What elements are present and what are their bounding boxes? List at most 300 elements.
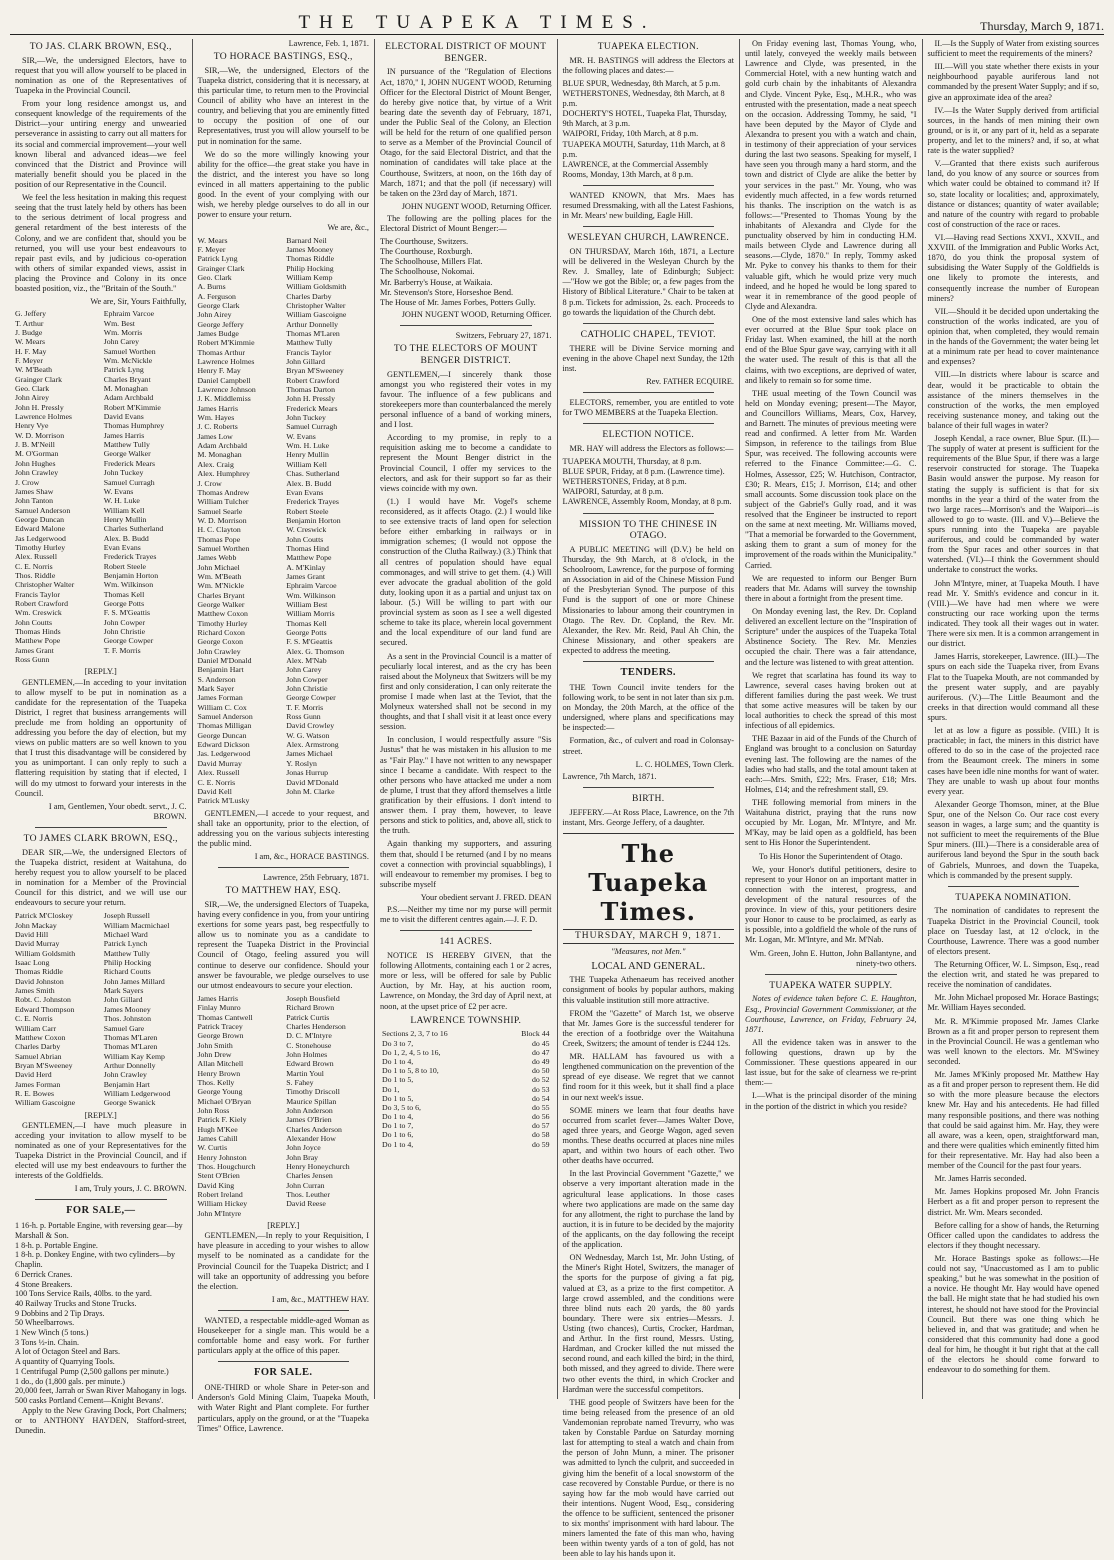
list-item: TUAPEKA MOUTH, Saturday, 11th March, at 8 p.m.: [562, 139, 726, 159]
list-item: John Hughes: [15, 458, 56, 468]
list-item: John Crawley: [103, 1070, 147, 1080]
table-cell: Do 1, 2, 4, 5 to 16,: [382, 1047, 441, 1057]
list-item: John Coutts: [286, 534, 324, 544]
notice-heading: 141 ACRES.: [439, 936, 493, 948]
list-item: Finlay Munro: [197, 1003, 241, 1013]
list-item: BLUE SPUR, Friday, at 8 p.m. (Lawrence time).: [562, 467, 725, 477]
list-item: S. Anderson: [197, 674, 236, 684]
list-item: W. G. Watson: [286, 730, 330, 740]
list-item: David Evans: [103, 412, 144, 422]
list-item: J. Crow: [197, 478, 222, 488]
article-paragraph: Alexander George Thomson, miner, at the Blue Spur, one of the Nelson Co. Our race cost every season in wages, a large sum; and the quantity is not sufficient to meet the requirements of the Blue Spur miners. (III.)—There is a considerable area of auriferous land beyond the Spur in the south back of Gabriels, Munroes, and down the Tuapeka, which is commanded by the present supply.: [927, 799, 1099, 880]
meetings-list: [563, 457, 735, 508]
notice-paragraph: ELECTORS, remember, you are entitled to vote for TWO MEMBERS at the Tuapeka Election.: [562, 397, 734, 418]
list-item: John Christie: [286, 684, 328, 694]
for-sale-address: Apply to the New Graving Dock, Port Chalmers; or to ANTHONY HAYDEN, Stafford-street, Dunedin.: [15, 1405, 187, 1435]
list-item: Benjamin Hart: [103, 1079, 150, 1089]
list-item: Michael O'Bryan: [197, 1096, 252, 1106]
list-item: J. B. M'Neill: [15, 440, 55, 450]
column-4: [558, 39, 741, 1559]
news-paragraph: We are requested to inform our Benger Burn readers that Mr. Adams will survey the township there in about a fortnight from the present time.: [745, 573, 917, 603]
list-item: Wm. M'Beath: [197, 571, 242, 581]
list-item: Edward Dickson: [197, 740, 250, 750]
list-item: LAWRENCE, at the Commercial Assembly Rooms, Monday, 13th March, at 8 p.m.: [562, 159, 709, 179]
memorial-address: To His Honor the Superintendent of Otago.: [759, 851, 903, 861]
signature: We are, &c.,: [327, 223, 369, 233]
list-item: George Walker: [197, 599, 245, 609]
list-item: Matthew Tully: [103, 948, 150, 958]
list-item: Patrick Curtis: [286, 1012, 330, 1022]
divider: [583, 226, 715, 227]
list-item: Patrick Tracey: [197, 1021, 243, 1031]
table-row: [380, 1085, 552, 1094]
list-item: Edward Malone: [15, 524, 66, 534]
reply-heading: [REPLY.]: [84, 667, 117, 677]
table-cell: Do 1 to 4,: [382, 1056, 414, 1066]
list-item: John Anderson: [286, 1106, 333, 1115]
meetings-list: [563, 79, 735, 180]
list-item: 1 do., do (1,800 gals. per minute.): [15, 1376, 125, 1386]
list-item: John Coutts: [15, 617, 53, 627]
list-item: David Crowley: [286, 721, 335, 731]
list-item: F. S. M'Geattis: [103, 608, 151, 618]
article-paragraph: VIII.—In districts where labour is scarce and dear, would it be practicable to obtain the assistance of the miners themselves in the construction of the works, the men employed receiving sustenance money, and taking out the balance of their full wages in water?: [927, 370, 1099, 430]
list-item: William Kay Kemp: [103, 1051, 165, 1061]
list-item: James O'Brien: [286, 1115, 332, 1125]
news-paragraph: We, your Honor's dutiful petitioners, desire to represent to your Honor on an important matter in connection with the interest, progress, and development of the natural resources of the province. In view of this, your petitioners desire your Honor to cause to be proclaimed, as early as is possible, into a goldfield the whole of the runs of Mr. Logan, Mr. M'Intyre, and Mr. M'Nab.: [745, 864, 917, 945]
notice-heading: ELECTORAL DISTRICT OF MOUNT BENGER.: [385, 41, 547, 64]
list-item: Christopher Walter: [15, 580, 75, 590]
list-item: James Harris: [197, 993, 238, 1003]
list-item: Francis Taylor: [15, 589, 60, 599]
list-item: Richard Coutts: [103, 967, 151, 977]
table-cell: Do 3 to 7,: [382, 1038, 414, 1048]
list-item: J. K. Middlemiss: [197, 394, 251, 404]
list-item: Thomas Andrew: [197, 487, 250, 497]
table-cell: Do 1 to 7,: [382, 1121, 414, 1131]
list-item: David King: [197, 1180, 235, 1190]
list-item: Arthur Donnelly: [286, 319, 339, 329]
list-item: William Goldsmith: [286, 282, 347, 292]
list-item: Philip Hocking: [103, 958, 152, 968]
list-item: F. Meyer: [15, 356, 43, 366]
table-row: [380, 1057, 552, 1066]
polling-places-list: [380, 237, 552, 308]
signatories-list: [198, 994, 370, 1218]
list-item: Charles Jensen: [286, 1171, 333, 1181]
list-item: Jonas Hurrup: [286, 768, 329, 778]
table-row: [380, 1048, 552, 1057]
notice-paragraph: The following are the polling places for the Electoral District of Mount Benger:—: [380, 213, 552, 234]
table-cell: do 57: [531, 1121, 550, 1131]
list-item: Patrick Lynch: [103, 939, 148, 949]
article-paragraph: Mr. James Harris seconded.: [934, 1174, 1027, 1184]
table-row: [380, 1029, 552, 1038]
signature: Rev. FATHER ECQUIRE.: [646, 376, 734, 386]
newspaper-title: THE TUAPEKA TIMES.: [298, 12, 656, 33]
list-item: 9 Dobbins and 2 Tip Drays.: [15, 1308, 105, 1318]
list-item: Maurice Spillan: [286, 1096, 337, 1106]
requisition-paragraph: SIR,—We, the undersigned Electors of Tuapeka, having every confidence in you, from your untiring exertions for some years past, beg respectfully to allow us to nominate you as a candidate to represent the Tuapeka District in the Provincial Council of Otago, feeling assured you will continue to deserve our confidence. Should your answer be favourable, we pledge ourselves to use our utmost endeavours to secure your election.: [197, 899, 369, 990]
list-item: D. C. M'Intyre: [286, 1031, 332, 1041]
list-item: Wm. Wilkinson: [286, 590, 336, 600]
birth-notice: JEFFERY.—At Ross Place, Lawrence, on the 7th instant, Mrs. George Jeffery, of a daughter.: [562, 807, 734, 827]
list-item: William C. Cox: [197, 702, 247, 712]
list-item: Ephraim Varcoe: [103, 309, 155, 319]
table-cell: Do 3, 5 to 6,: [382, 1102, 421, 1112]
news-paragraph: MR. HALLAM has favoured us with a lengthened communication on the prevention of the spread of eye disease. We regret that we cannot find room for it this week, but it shall find a place in our next week's issue.: [562, 1052, 734, 1102]
news-paragraph: On Friday evening last, Thomas Young, who, until lately, conveyed the weekly mails between Lawrence and Clyde, was presented, in the Commercial Hotel, with a new hunting watch and gold curb chain by the inhabitants of Alexandra and Clyde. Vincent Pyke, Esq., M.H.R., who was entrusted with the presentation, made a neat speech on the occasion. Addressing Tommy, he said, "I have been deputed by the Mayor of Clyde and Alexandra to present you with a watch and chain, in testimony of their appreciation of your services during the last two seasons. Speaking for myself, I have seen you through many a hard storm, and the town and district of Clyde are alike the better by your services in the past." Mr. Young, who was evidently much affected, in a few words returned his thanks. The inscription on the watch is as follows:—"Presented to Thomas Young by the inhabitants of Alexandra and Clyde for the punctuality observed by him in conducting H.M. mails between Clyde and Lawrence during all seasons.—Clyde, 1870." In reply, Tommy asked Mr. Pyke to convey his thanks to them for their valuable gift, which he would prize very much indeed, and he hoped he would be long spared to wear it in remembrance of the good people of Clyde and Alexandra.: [745, 39, 917, 311]
list-item: George Coxon: [197, 637, 244, 647]
list-item: Timothy Hurley: [197, 618, 248, 628]
list-item: Robert M'Kimmie: [197, 338, 255, 348]
section-heading: TUAPEKA NOMINATION.: [955, 891, 1072, 903]
signatories-list: [15, 309, 187, 664]
list-item: Thomas Riddle: [286, 254, 335, 264]
table-cell: Sections 2, 3, 7 to 16: [382, 1029, 448, 1039]
list-item: George Clark: [197, 300, 240, 310]
article-paragraph: IV.—Is the Water Supply derived from artificial sources, in the hands of men mining their own ground, or is it, or any part of it, held as a separate property, and let to the miners? and, if so, at what rate is the water supplied?: [927, 105, 1099, 156]
list-item: Alexander How: [286, 1134, 336, 1144]
list-item: Benjamin Horton: [103, 570, 159, 580]
list-item: C. E. Norris: [15, 1014, 53, 1024]
news-paragraph: FROM the "Gazette" of March 1st, we observe that Mr. James Gore is the successful tenderer for the erection of a footbridge over the Waitahuna Creek, Switzers; the amount of tender is £244 12s.: [562, 1008, 734, 1049]
list-item: J. Budge: [15, 328, 43, 338]
dateline: Lawrence, 25th February, 1871.: [263, 873, 369, 883]
article-paragraph: III.—Will you state whether there exists in your neighbourhood payable auriferous land not commanded by the present Water Supply; and if so, give an approximate idea of the area?: [927, 62, 1099, 102]
list-item: Charles Henderson: [286, 1021, 346, 1031]
list-item: Mr. Stevenson's Store, Horseshoe Bend.: [380, 287, 514, 297]
column-3: [375, 39, 558, 1399]
news-paragraph: THE following memorial from miners in the Waitahuna district, praying that the runs now occupied by Mr. Logan, Mr. M'Intyre, and Mr. M'Kay, may be laid open as a goldfield, has been sent to His Honor the Superintendent.: [745, 797, 917, 848]
list-item: Matthew Coxon: [15, 1032, 66, 1042]
list-item: Alex. Russell: [197, 768, 240, 778]
table-row: [380, 1075, 552, 1084]
divider: [583, 392, 715, 393]
list-item: Matthew Pope: [286, 553, 332, 563]
list-item: Henry F. May: [197, 366, 241, 376]
divider: [583, 423, 715, 424]
article-paragraph: The nomination of candidates to represent the Tuapeka District in the Provincial Council, took place on Tuesday last, at 12 o'clock, in the Courthouse, Lawrence. There was a good number of electors present.: [927, 906, 1099, 956]
list-item: William Kell: [286, 459, 327, 469]
list-item: James Budge: [197, 329, 239, 338]
table-cell: do 45: [531, 1038, 550, 1048]
list-item: John James Millard: [103, 976, 165, 986]
list-item: Samuel Anderson: [197, 712, 253, 722]
list-item: Adam Archbald: [197, 441, 248, 451]
masthead: [10, 8, 1104, 35]
table-cell: do 49: [531, 1056, 550, 1066]
list-item: 20,000 feet, Jarrah or Swan River Mahogany in logs.: [15, 1386, 187, 1396]
list-item: A quantity of Quarrying Tools.: [15, 1357, 115, 1367]
list-item: George Potts: [103, 598, 145, 608]
list-item: Charles Anderson: [286, 1124, 342, 1134]
list-item: Patrick M'Closkey: [15, 911, 73, 921]
list-item: Alex. Armstrong: [286, 740, 339, 750]
notice-paragraph: A PUBLIC MEETING will (D.V.) be held on Thursday, the 9th March, at 8 o'clock, in the Schoolroom, Lawrence, for the purpose of forming an Association in aid of the Chinese Mission Fund of the Presbyterian Synod. The purpose of this Fund is the support of one or more Chinese Missionaries to labour among their countrymen in Otago. The Rev. Dr. Copland, the Rev. Mr. Alexander, the Rev. Mr. Reid, Paul Ah Chin, the Chinese Missionary, and other speakers are expected to address the meeting.: [562, 544, 734, 656]
list-item: Thomas Arthur: [197, 347, 245, 357]
list-item: Thomas Kell: [286, 618, 327, 628]
list-item: Patrick M'Lusky: [197, 796, 250, 806]
list-item: John Tuckey: [103, 468, 144, 478]
list-item: John Cowper: [103, 617, 146, 627]
list-item: A. M'Kinlay: [286, 562, 326, 572]
list-item: John Tanton: [15, 496, 54, 506]
list-item: James Forman: [197, 693, 243, 703]
list-item: Lawrence Holmes: [15, 412, 72, 422]
article-paragraph: V.—Granted that there exists such auriferous land, do you know of any source or sources from which water could be obtained to command it? If so, state locality or localities; and, approximately, distance or distances; quantity of water available; and nature of the country with regard to probable cost of construction of the race or races.: [927, 159, 1099, 229]
list-item: 1 Centrifugal Pump (2,500 gallons per minute.): [15, 1366, 169, 1376]
list-item: David M'Donald: [286, 777, 339, 787]
list-item: Daniel M'Donald: [197, 656, 252, 666]
list-item: T. F. Morris: [286, 702, 324, 712]
list-item: Mark Sayer: [197, 684, 235, 694]
article-paragraph: Mr. James M'Kinly proposed Mr. Matthew Hay as a fit and proper person to represent them. He did so with the more pleasure because the electors knew Mr. Hay and his antecedents. He had filled many responsible positions, and there was nothing that could be said against him. Mr. Hay, they were all aware, was a keen, open, straightforward man, and there were qualities which eminently fitted him for their representative. Mr. Hay had also been a member of the Council for the past four years.: [927, 1070, 1099, 1171]
list-item: Thomas M'Laren: [103, 1042, 158, 1052]
list-item: Alex. Humphrey: [197, 469, 250, 479]
list-item: BLUE SPUR, Wednesday, 8th March, at 5 p.m.: [562, 78, 721, 88]
list-item: 1 8-h. p. Donkey Engine, with two cylinders—by Chaplin.: [15, 1250, 176, 1270]
list-item: Robert Crawford: [286, 375, 340, 385]
list-item: Wm. Hayes: [197, 413, 235, 423]
list-item: J. Crow: [15, 477, 40, 487]
list-item: H. F. May: [15, 346, 47, 356]
list-item: Michael Ward: [103, 930, 148, 940]
list-item: 500 casks Portland Cement—Knight Bevans'.: [15, 1395, 164, 1405]
table-cell: Do 1 to 4,: [382, 1139, 414, 1149]
requisition-paragraph: SIR,—We, the undersigned, Electors of the Tuapeka district, considering that it is necessary, at this particular time, to return men to the Provincial Council of ability who have an interest in the country, and believing that you are eminently fitted to occupy the position of one of our Representatives, trust you will allow yourself to be put in nomination for the same.: [197, 65, 369, 146]
letter-paragraph: Again thanking my supporters, and assuring them that, should I be returned (and I by no means covet a connection with provincial squabblings), I will endeavour to remember my promises. I beg to subscribe myself: [380, 839, 552, 889]
list-item: Thomas Humphrey: [103, 421, 165, 431]
for-sale-heading: FOR SALE.: [254, 1367, 313, 1379]
list-item: George Jeffery: [197, 319, 244, 329]
list-item: 1 New Winch (5 tons.): [15, 1328, 89, 1338]
list-item: John Airey: [197, 310, 232, 320]
list-item: James Grant: [286, 571, 326, 581]
signature: L. C. HOLMES, Town Clerk.: [635, 759, 734, 769]
list-item: Thos. Riddle: [15, 570, 56, 580]
wanted-advert: WANTED, a respectable middle-aged Woman as Housekeeper for a single man. This would be a comfortable home and easy work. For further particulars apply at the office of this paper.: [197, 1316, 369, 1356]
table-row: [380, 1103, 552, 1112]
list-item: Grainger Clark: [15, 374, 62, 384]
list-item: James Shaw: [15, 486, 54, 496]
list-item: Frederick Mears: [103, 458, 156, 468]
list-item: Stent O'Brien: [197, 1171, 240, 1181]
table-cell: do 55: [531, 1102, 550, 1112]
list-item: James Mooney: [286, 244, 334, 254]
column-2: [193, 39, 376, 1433]
table-row: [380, 1112, 552, 1121]
signature: I am, &c., HORACE BASTINGS.: [254, 851, 369, 861]
notice-paragraph: MR. H. BASTINGS will address the Electors at the following places and dates:—: [562, 55, 734, 75]
divider: [583, 323, 715, 324]
notice-heading: TUAPEKA ELECTION.: [597, 41, 699, 52]
list-item: W. Evans: [286, 431, 316, 441]
table-row: [380, 1121, 552, 1130]
table-row: [380, 1094, 552, 1103]
list-item: Wm. Best: [103, 318, 135, 328]
newspaper-flag: The Tuapeka Times.: [588, 838, 709, 927]
article-intro: Notes of evidence taken before C. E. Haughton, Esq., Provincial Government Commissioner, at the Courthouse, Lawrence, on Friday, February 24, 1871.: [745, 994, 917, 1034]
list-item: William Gascoigne: [286, 310, 347, 320]
divider: [400, 325, 532, 326]
article-paragraph: Mr. Horace Bastings spoke as follows:—He could not say, "Unaccustomed as I am to public speaking," but he was somewhat in the position of a novice. He thought Mr. Hay would have opened the ball. He might state that he had studied his own interest, he should not have stood for the Provincial Council. But there was one thing which he believed in, and that was gratitude; and when he considered that this community had done a good deal for him, he thought it but right that at the call of the electors he should come forward to endeavour to do something for them.: [927, 1253, 1099, 1375]
letter-paragraph: In conclusion, I would respectfully assure "Sis Justus" that he was mistaken in his allusion to me as "Fair Play." I have not written to any newspaper since I became a candidate. With respect to the other persons who have attacked me under a nom de plume, I trust that they afford themselves a little gratification by their effusions. I don't intend to answer them. I pray them, however, to leave persons and stick to politics, and, above all, stick to the truth.: [380, 735, 552, 836]
article-paragraph: let at as low a figure as possible. (VIII.) It is practicable; in fact, the miners in this district have offered to do so in the case of the projected race from the Beaumont creek. The miners in some cases have been idle nine months for want of water. They are unable to wash up about four months every year.: [927, 726, 1099, 796]
list-item: George Duncan: [197, 730, 247, 740]
list-item: Charles Bryant: [197, 590, 245, 600]
news-paragraph: We regret that scarlatina has found its way to Lawrence, several cases having broken out at different families during the past week. We trust that some active measures will be taken by our local authorities to check the spread of this most infectious of all epidemics.: [745, 670, 917, 731]
list-item: 50 Wheelbarrows.: [15, 1318, 75, 1328]
article-paragraph: All the evidence taken was in answer to the following questions, drawn up by the Commissioner. These questions appeared in our last issue, but for the sake of clearness we re-print them:—: [745, 1037, 917, 1088]
list-item: Jas. Ledgerwood: [197, 749, 251, 759]
signatories-list: [198, 236, 370, 806]
divider: [583, 185, 715, 186]
requisition-paragraph: We feel the less hesitation in making this request seeing that the trust lately held by others has been to the serious detriment of local progress and general retardment of the best interests of the Colony, and we are confident that, should you be returned, you will use your best endeavours to repair past evils, and by judicious co-operation with others of similar expanded views, assist in placing the Province and Colony in its once boasted position, viz., the "Britain of the South.": [15, 193, 187, 294]
list-item: Lawrence Johnson: [197, 385, 256, 395]
notice-paragraph: THERE will be Divine Service morning and evening in the above Chapel next Sunday, the 12th inst.: [562, 343, 734, 373]
advert-paragraph: WANTED KNOWN, that Mrs. Maes has resumed Dressmaking, with all the Latest Fashions, in Mr. Mears' new building, Eagle Hill.: [562, 191, 734, 221]
table-cell: Do 1 to 5,: [382, 1093, 414, 1103]
for-sale-list: [15, 1221, 187, 1405]
list-item: John Carey: [103, 337, 140, 347]
divider: [218, 1310, 350, 1311]
signature: Wm. Green, John E. Hutton, John Ballantyne, and ninety-two others.: [749, 948, 917, 968]
divider: [400, 930, 532, 931]
divider: [583, 513, 715, 514]
list-item: The Courthouse, Roxburgh.: [380, 247, 473, 257]
list-item: The House of Mr. James Forbes, Potters Gully.: [380, 297, 536, 307]
requisition-heading: TO JAS. CLARK BROWN, ESQ.,: [29, 41, 172, 52]
columns: [10, 39, 1104, 1559]
table-cell: Block 44: [521, 1029, 550, 1039]
for-sale-heading: FOR SALE,—: [66, 1205, 136, 1217]
list-item: Henry Mullin: [286, 450, 329, 460]
section-heading: TUAPEKA WATER SUPPLY.: [769, 979, 893, 991]
list-item: Richard Coxon: [197, 628, 245, 637]
list-item: Thomas Cantwell: [197, 1012, 253, 1022]
article-paragraph: Joseph Kendal, a race owner, Blue Spur. (II.)—The supply of water at present is sufficient for the requirements of the Blue Spur, if there was a large reservoir constructed for storage. The Tuapeka Basin would answer the purpose. My reason for stating the supply is sufficient is that for six months in the year a third of the water from the two large races—Morrison's and the Waipori—is allowed to go to waste. (III. and V.)—Believe the spurs running into the Tuapeka are payable auriferous, and could be commanded by water from the Spur races and other sources in that watershed. (VI.)—I think the Government should undertake to construct the works.: [927, 434, 1099, 575]
news-paragraph: THE good people of Switzers have been for the time being released from the presence of an old Vandemonian reprobate named Trevurry, who was taken by Constable Pardue on Saturday morning last for attempting to steal a watch and chain from the person of John Munn, a miner. The prisoner was admitted to lynch the culprit, and succeeded in giving him the benefit of a local snowstorm of the case recovered by Constable Purdue, or there is no saying how far the mob would have carried out their intentions. Nugent Wood, Esq., considering the offence to be sufficient, sentenced the prisoner to six months' imprisonment with hard labour. The miners lamented the fate of this man who, having been within twenty yards of a ton of gold, has not been able to lay his hands upon it.: [562, 1397, 734, 1559]
list-item: Wm. Morris: [103, 328, 143, 338]
table-cell: Do 1 to 5,: [382, 1075, 414, 1085]
list-item: Y. Roslyn: [286, 758, 317, 768]
list-item: Thomas Darton: [286, 385, 335, 395]
list-item: George Potts: [286, 628, 327, 637]
list-item: John Drew: [197, 1049, 232, 1059]
list-item: Timothy Hurley: [15, 542, 66, 552]
list-item: Alex. B. Budd: [286, 478, 332, 488]
dateline: Lawrence, Feb. 1, 1871.: [288, 39, 369, 48]
list-item: Frederick Mears: [286, 403, 338, 413]
table-row: [380, 1039, 552, 1048]
table-row: [380, 1140, 552, 1149]
notice-heading: LAWRENCE TOWNSHIP.: [410, 1014, 522, 1026]
list-item: Francis Taylor: [286, 347, 332, 357]
news-paragraph: THE Tuapeka Athenaeum has received another consignment of books by popular authors, making this valuable institution still more attractive.: [562, 975, 734, 1005]
list-item: WETHERSTONES, Wednesday, 8th March, at 8 p.m.: [562, 89, 725, 109]
list-item: Samuel Abrian: [15, 1051, 62, 1061]
list-item: Arthur Donnelly: [103, 1060, 156, 1070]
list-item: A. Burns: [197, 282, 226, 292]
divider: [218, 1361, 350, 1362]
news-paragraph: THE usual meeting of the Town Council was held on Monday evening; present—The Mayor, and Councillors Williams, Mears, Cox, Harvey, and Barnett. The minutes of previous meeting were read and confirmed. A letter from Mr. Warden Simpson, in reference to the tailings from Blue Spur, was received. The following accounts were referred to the Finance Committee:—G. C. Holmes, Assessor, £25; W. Hutchison, Contractor, £30; R. Mears, £15; J. Morrison, £14; and other small accounts. Some discussion took place on the subject of the Gabriel's Gully road, and it was resolved that the Engineer be instructed to report on the same at next meeting. Mr. Williams moved, "That a memorial be forwarded to the Government, asking them to grant a sum of money for the improvement of the roads within the Municipality." Carried.: [745, 388, 917, 570]
list-item: John M. Clarke: [286, 786, 335, 796]
list-item: Samuel Worthen: [197, 543, 250, 553]
list-item: John Holmes: [286, 1049, 328, 1059]
list-item: H. C. Clayton: [197, 525, 241, 535]
list-item: WAIPORI, Saturday, at 8 p.m.: [562, 487, 664, 497]
list-item: James Smith: [15, 986, 55, 996]
list-item: Isaac Long: [15, 958, 50, 968]
motto: "Measures, not Men.": [611, 946, 686, 957]
list-item: R. E. Bowes: [15, 1088, 54, 1098]
list-item: Thomas Hinds: [15, 627, 61, 637]
list-item: John H. Pressly: [286, 394, 335, 404]
list-item: George Young: [197, 1087, 243, 1097]
news-paragraph: THE Bazaar in aid of the Funds of the Church of England was brought to a conclusion on Saturday evening last. The following are the names of the ladies who had stalls, and the total amount taken at each:—Mrs. Smith, £22; Mrs. Fraser, £18; Mrs. Holmes, £14; and the refreshment stall, £9.: [745, 734, 917, 794]
section-heading: LOCAL AND GENERAL.: [591, 960, 706, 972]
list-item: Wm. Creswick: [15, 608, 62, 618]
list-item: C. Stonehouse: [286, 1040, 332, 1050]
list-item: W. H. Luke: [103, 496, 140, 506]
list-item: James Mooney: [103, 1004, 151, 1014]
list-item: F. Meyer: [197, 244, 226, 254]
news-paragraph: ON Wednesday, March 1st, Mr. John Usting, of the Miner's Right Hotel, Switzers, the manager of the sports for the purpose of giving a fat pig, valued at £3, as a prize to the first competitor. A large crowd assembled, and the conditions were three blind nuts each 20 yards, the 80 yards boundary. There were six entries—Messrs. J. Usting (two chances), Curtis, Crocker, Hardman, and Arthur. In the first round, Messrs. Usting, Hardman, and Crocker killed the nut missed the second round, and each killed the bird; in the third, both missed, and they agreed to divide. There were two other events the third, in which Crocker and Hardman were the successful competitors.: [562, 1253, 734, 1394]
list-item: William Goldsmith: [15, 948, 76, 958]
list-item: Ephraim Varcoe: [286, 581, 337, 591]
list-item: Alex. B. Budd: [103, 533, 149, 543]
list-item: John H. Pressly: [15, 402, 64, 412]
list-item: William Carr: [15, 1023, 57, 1033]
list-item: David Kell: [197, 786, 232, 796]
list-item: W. Curtis: [197, 1143, 228, 1153]
signature: JOHN NUGENT WOOD, Returning Officer.: [401, 201, 552, 211]
list-item: Jas Ledgerwood: [15, 533, 66, 543]
list-item: Lawrence Holmes: [197, 357, 255, 367]
list-item: T. Arthur: [15, 318, 44, 328]
list-item: Geo. Clark: [197, 272, 232, 282]
list-item: Samuel Gare: [103, 1023, 145, 1033]
list-item: James Harris: [197, 403, 238, 413]
list-item: W. Mears: [15, 337, 46, 347]
list-item: Robert Crawford: [15, 598, 69, 608]
letter-paragraph: According to my promise, in reply to a requisition asking me to become a candidate to represent the Mount Benger district in the Provincial Council, I offer my services to the electors, and ask for their support so far as their views coincide with my own.: [380, 433, 552, 493]
list-item: Chas. Sutherland: [286, 469, 340, 479]
article-paragraph: John M'Intyre, miner, at Tuapeka Mouth. I have read Mr. Y. Smith's evidence and concur in it. (VIII.)—We have had men where we were constructing our race working upon the terms indicated. They took all their wages out in water. There were six men. It is a common arrangement in our district.: [927, 578, 1099, 649]
list-item: John M'Intyre: [197, 1208, 242, 1218]
list-item: 6 Derrick Cranes.: [15, 1269, 73, 1279]
list-item: Patrick Lyng: [103, 365, 144, 375]
reply-paragraph: GENTLEMEN,—I have much pleasure in acceding your invitation to allow myself to be nominated as one of your Representatives for the Tuapeka District in the Provincial Council, and if elected will use my best endeavours to further the interests of the Goldfields.: [15, 1120, 187, 1181]
issue-dateline: THURSDAY, MARCH 9, 1871.: [563, 929, 735, 945]
article-paragraph: II.—Is the Supply of Water from existing sources sufficient to meet the requirements of the miners?: [927, 39, 1099, 59]
list-item: Thomas Kell: [103, 589, 145, 599]
table-row: [380, 1130, 552, 1139]
list-item: W. M'Beath: [15, 365, 53, 375]
list-item: M. Monaghan: [103, 384, 148, 394]
list-item: Alex. G. Thomson: [286, 646, 345, 656]
column-1: [10, 39, 193, 1435]
column-6: [923, 39, 1105, 1399]
list-item: Samuel Searle: [197, 506, 243, 516]
list-item: F. S. M'Geattis: [286, 637, 333, 647]
list-item: George Cowper: [286, 693, 336, 703]
list-item: William Tulcher: [197, 497, 249, 507]
list-item: DOCHERTY'S HOTEL, Tuapeka Flat, Thursday, 9th March, at 3 p.m.: [562, 109, 727, 129]
list-item: William Morris: [286, 609, 335, 619]
list-item: William Gascoigne: [15, 1098, 76, 1108]
